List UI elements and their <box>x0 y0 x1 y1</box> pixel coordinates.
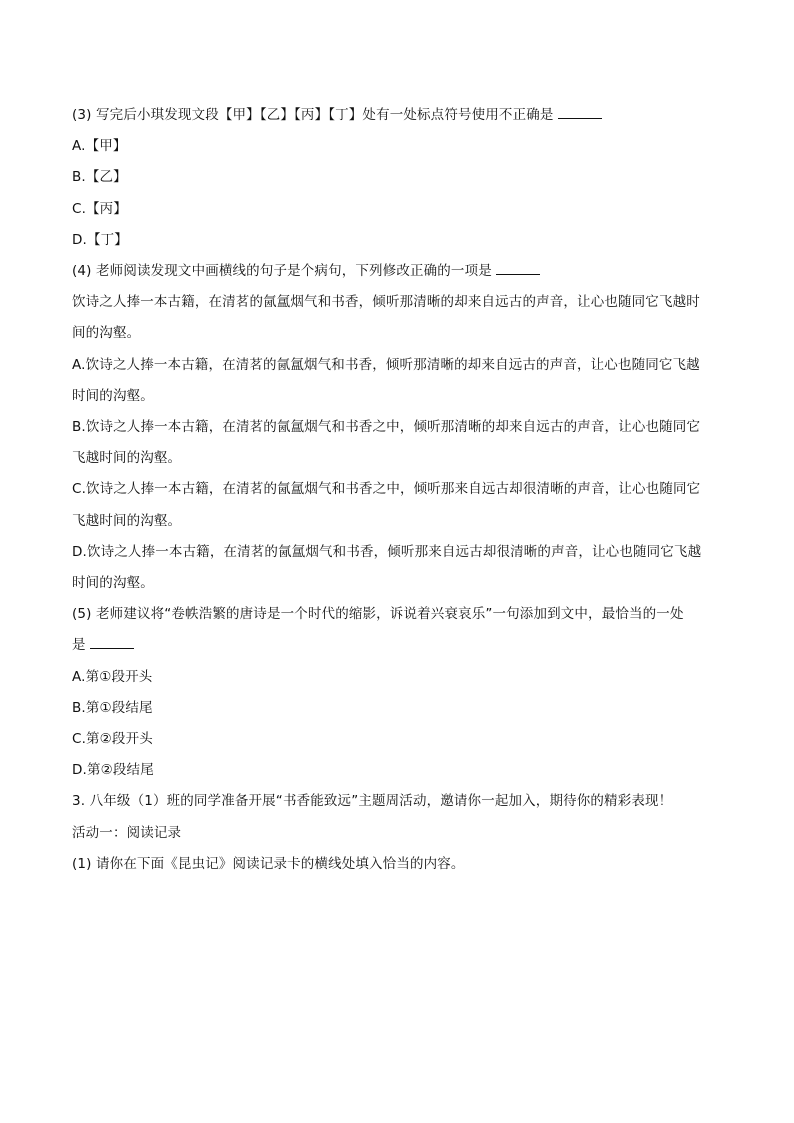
sub-question-1: (1) 请你在下面《昆虫记》阅读记录卡的横线处填入恰当的内容。 <box>72 855 465 872</box>
option-b-line-2: 飞越时间的沟壑。 <box>72 450 182 467</box>
answer-blank <box>558 104 602 119</box>
question-3-stem: (3) 写完后小琪发现文段【甲】【乙】【丙】【丁】处有一处标点符号使用不正确是 <box>72 100 722 131</box>
option-b: B.第①段结尾 <box>72 699 153 716</box>
document-page <box>72 100 722 880</box>
question-4-stem: (4) 老师阅读发现文中画横线的句子是个病句，下列修改正确的一项是 <box>72 256 722 287</box>
option-d-line-2: 时间的沟壑。 <box>72 575 154 592</box>
option-b-line-1: B.饮诗之人捧一本古籍，在清茗的氤氲烟气和书香之中，倾听那清晰的却来自远古的声音，让心也随同它 <box>72 419 701 436</box>
option-d-line-1: D.饮诗之人捧一本古籍，在清茗的氤氲烟气和书香，倾听那来自远古却很清晰的声音，让心也随同它飞越 <box>72 543 702 560</box>
option-a: A.第①段开头 <box>72 668 153 685</box>
option-c: C.【丙】 <box>72 200 127 217</box>
answer-blank <box>90 634 134 649</box>
original-sentence-line-2: 间的沟壑。 <box>72 325 141 342</box>
answer-blank <box>496 260 540 275</box>
option-c: C.第②段开头 <box>72 731 153 748</box>
question-5-stem-line-1: (5) 老师建议将“卷帙浩繁的唐诗是一个时代的缩影，诉说着兴衰哀乐”一句添加到文中，最恰当的一处 <box>72 606 684 623</box>
option-a-line-1: A.饮诗之人捧一本古籍，在清茗的氤氲烟气和书香，倾听那清晰的却来自远古的声音，让心也随同它飞越 <box>72 356 700 373</box>
option-c-line-2: 飞越时间的沟壑。 <box>72 512 182 529</box>
question-5-stem-line-2: 是 <box>72 630 722 661</box>
option-d: D.第②段结尾 <box>72 762 154 779</box>
option-a: A.【甲】 <box>72 138 127 155</box>
option-b: B.【乙】 <box>72 169 127 186</box>
option-d: D.【丁】 <box>72 231 128 248</box>
option-a-line-2: 时间的沟壑。 <box>72 387 154 404</box>
activity-heading: 活动一：阅读记录 <box>72 824 182 841</box>
original-sentence-line-1: 饮诗之人捧一本古籍，在清茗的氤氲烟气和书香，倾听那清晰的却来自远古的声音，让心也随同它飞越时 <box>72 294 700 311</box>
question-3-intro: 3. 八年级（1）班的同学准备开展“书香能致远”主题周活动，邀请你一起加入，期待你的精彩表现！ <box>72 793 673 810</box>
option-c-line-1: C.饮诗之人捧一本古籍，在清茗的氤氲烟气和书香之中，倾听那来自远古却很清晰的声音，让心也随同它 <box>72 481 701 498</box>
